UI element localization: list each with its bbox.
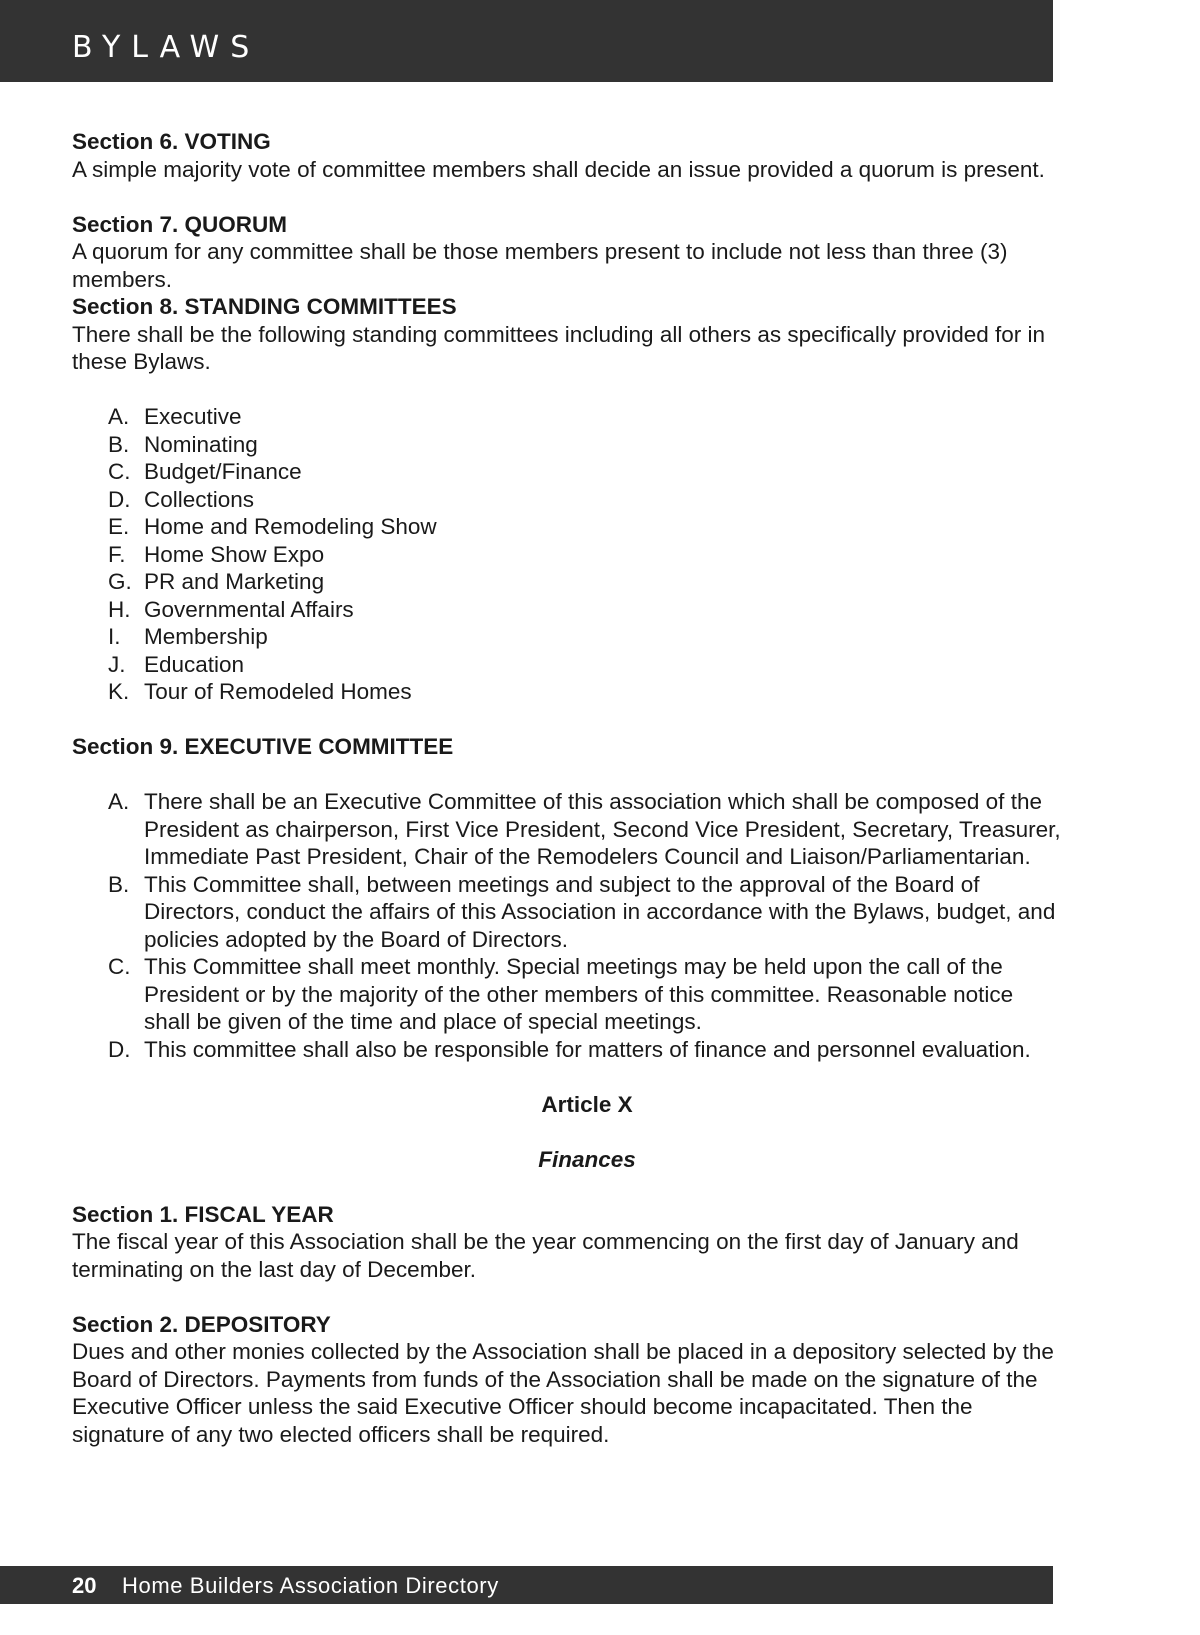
standing-committees-list [72,403,1062,706]
section-6-heading: Section 6. VOTING [72,129,271,154]
list-item: G. PR and Marketing [108,569,325,594]
finances-section-2-text: Dues and other monies collected by the Association shall be placed in a depository selected by the Board of Directors. Payments from funds of the Association shall be made on the signature of the Executive Officer unless the said Executive Officer should become incapacitated. Then the signature of any two elected officers shall be required. [72,1339,1054,1447]
finances-section-1-text: The fiscal year of this Association shall be the year commencing on the first day of January and terminating on the last day of December. [72,1229,1019,1282]
list-item: D. This committee shall also be responsible for matters of finance and personnel evaluation. [108,1036,1031,1062]
section-8-text: There shall be the following standing committees including all others as specifically provided for in these Bylaws. [72,321,1046,374]
article-title: Finances [538,1146,636,1172]
list-item: B. Nominating [108,431,258,457]
section-6-text: A simple majority vote of committee members shall decide an issue provided a quorum is present. [72,156,1045,182]
list-item: A. There shall be an Executive Committee of this association which shall be composed of the President as chairperson, First Vice President, Second Vice President, Secretary, Treasurer, Immediate Past President, Chair of the Remodelers Council and Liaison/Parliamentarian. [108,789,1061,869]
footer-title: Home Builders Association Directory [122,1573,499,1598]
list-item: I. Membership [108,624,268,649]
list-item: C. This Committee shall meet monthly. Special meetings may be held upon the call of the President or by the majority of the other members of this committee. Reasonable notice shall be given of the time and place of special meetings. [108,954,1014,1034]
section-8-heading: Section 8. STANDING COMMITTEES [72,294,457,319]
section-7-text: A quorum for any committee shall be those members present to include not less than three (3) members. [72,239,1008,292]
list-item: J. Education [108,651,245,677]
list-item: K. Tour of Remodeled Homes [108,679,412,704]
list-item: F. Home Show Expo [108,541,325,567]
list-item: E. Home and Remodeling Show [108,514,437,539]
executive-committee-list [72,788,1062,1063]
article-number: Article X [541,1091,633,1117]
section-7-heading: Section 7. QUORUM [72,211,288,237]
finances-section-1-heading: Section 1. FISCAL YEAR [72,1201,334,1227]
page-number: 20 [72,1573,97,1598]
document-body [72,128,1062,1448]
list-item: H. Governmental Affairs [108,596,354,622]
finances-section-2-heading: Section 2. DEPOSITORY [72,1311,331,1337]
list-item: D. Collections [108,486,255,512]
list-item: C. Budget/Finance [108,459,302,484]
list-item: A. Executive [108,404,242,429]
page-header-title: BYLAWS [72,30,261,65]
section-9-heading: Section 9. EXECUTIVE COMMITTEE [72,734,454,759]
list-item: B. This Committee shall, between meetings and subject to the approval of the Board of Directors, conduct the affairs of this Association in accordance with the Bylaws, budget, and policies adopted by the Board of Directors. [108,871,1056,952]
